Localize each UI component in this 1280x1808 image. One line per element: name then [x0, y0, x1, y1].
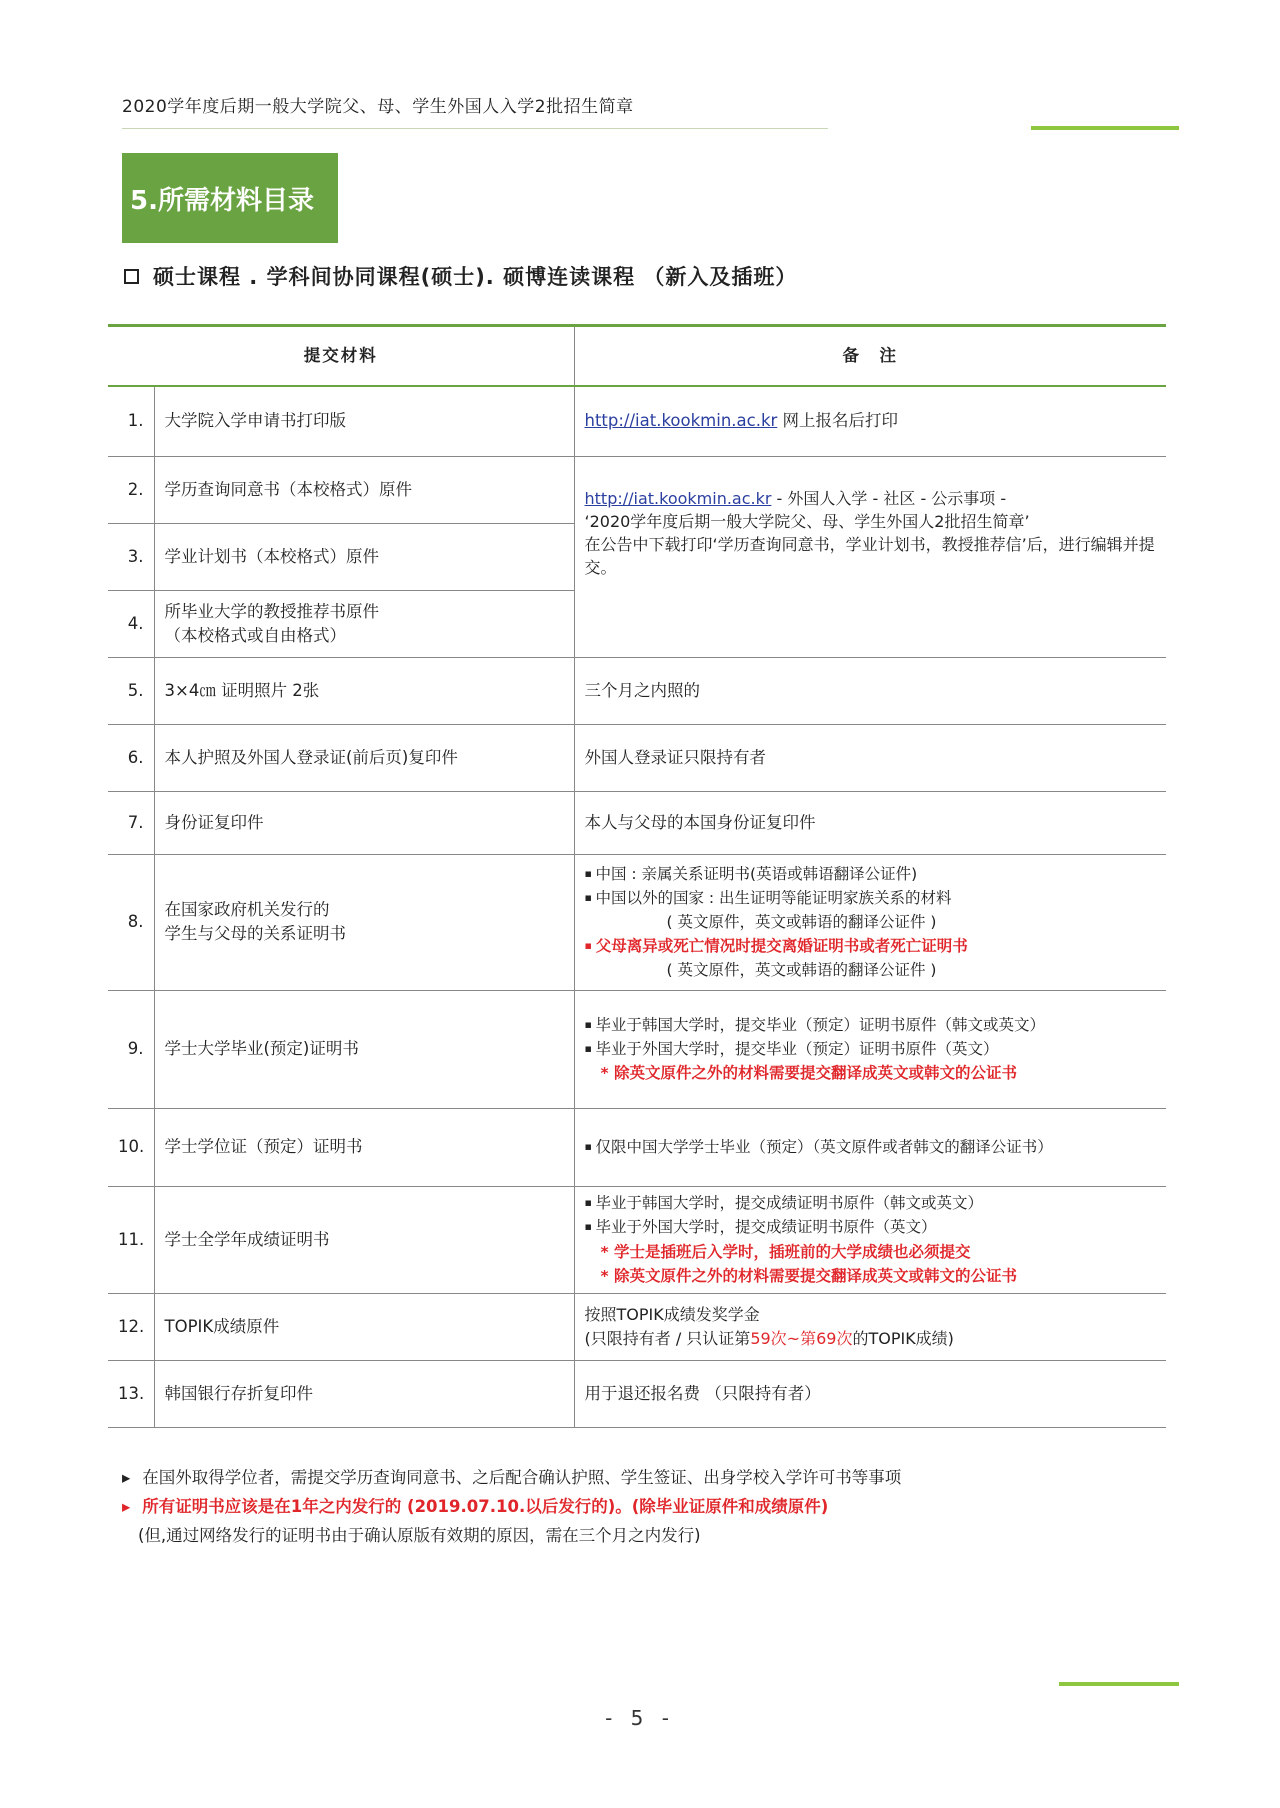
note-cell: 用于退还报名费 （只限持有者） — [574, 1360, 1166, 1427]
note-cell — [574, 1293, 1166, 1360]
section-title: 5.所需材料目录 — [122, 153, 338, 243]
apply-link[interactable]: http://iat.kookmin.ac.kr — [584, 411, 778, 431]
note-cell: 本人与父母的本国身份证复印件 — [574, 791, 1166, 854]
note-cell-merged — [574, 456, 1166, 657]
material-cell: 本人护照及外国人登录证(前后页)复印件 — [154, 724, 574, 791]
header-note: 备 注 — [574, 326, 1166, 387]
row-number: 9. — [108, 990, 154, 1108]
accent-bar-bottom — [1059, 1682, 1179, 1686]
page-number: - 5 - — [605, 1706, 675, 1730]
row-number: 2. — [108, 456, 154, 523]
table-row — [108, 1293, 1166, 1360]
note-cell — [574, 854, 1166, 990]
material-line: 在国家政府机关发行的 — [164, 900, 330, 920]
material-cell: TOPIK成绩原件 — [154, 1293, 574, 1360]
table-row — [108, 456, 1166, 523]
note-bullet: ▪ 毕业于韩国大学时，提交成绩证明书原件（韩文或英文） — [585, 1191, 1157, 1215]
material-cell: 韩国银行存折复印件 — [154, 1360, 574, 1427]
material-line: （本校格式或自由格式） — [164, 625, 346, 645]
footnote-sub: (但,通过网络发行的证明书由于确认原版有效期的原因，需在三个月之内发行) — [138, 1525, 701, 1545]
row-number: 4. — [108, 590, 154, 657]
footnotes — [122, 1464, 901, 1551]
row-number: 5. — [108, 657, 154, 724]
row-number: 10. — [108, 1108, 154, 1186]
subtitle-text: 硕士课程 . 学科间协同课程(硕士). 硕博连读课程 （新入及插班） — [153, 265, 798, 289]
header-material: 提交材料 — [108, 326, 574, 387]
header-title: 2020学年度后期一般大学院父、母、学生外国人入学2批招生简章 — [122, 97, 634, 117]
material-cell: 学业计划书（本校格式）原件 — [154, 523, 574, 590]
note-warning: * 除英文原件之外的材料需要提交翻译成英文或韩文的公证书 — [600, 1064, 1018, 1082]
accent-bar-top — [1031, 126, 1179, 130]
table-row — [108, 657, 1166, 724]
row-number: 13. — [108, 1360, 154, 1427]
table-row — [108, 386, 1166, 456]
material-cell: 学士全学年成绩证明书 — [154, 1186, 574, 1293]
material-line: 所毕业大学的教授推荐书原件 — [164, 601, 379, 621]
note-bullet: ▪ 毕业于外国大学时，提交成绩证明书原件（英文） — [585, 1215, 1157, 1239]
row-number: 6. — [108, 724, 154, 791]
note-bullet: ▪ 中国以外的国家 : 出生证明等能证明家族关系的材料 — [585, 886, 1157, 910]
table-header-row — [108, 326, 1166, 387]
material-cell — [154, 590, 574, 657]
materials-table — [108, 324, 1166, 1428]
note-sub: ( 英文原件，英文或韩语的翻译公证件 ) — [666, 961, 937, 980]
material-cell: 学士大学毕业(预定)证明书 — [154, 990, 574, 1108]
note-cell — [574, 990, 1166, 1108]
note-bullet: ▪ 仅限中国大学学士毕业（预定）（英文原件或者韩文的翻译公证书） — [585, 1135, 1157, 1159]
download-link[interactable]: http://iat.kookmin.ac.kr — [584, 488, 772, 508]
note-highlight: 59次~第69次 — [750, 1328, 853, 1348]
note-bullet: ▪ 毕业于外国大学时，提交毕业（预定）证明书原件（英文） — [585, 1037, 1157, 1061]
table-row — [108, 854, 1166, 990]
material-cell — [154, 854, 574, 990]
header-divider — [122, 128, 828, 129]
note-cell — [574, 1108, 1166, 1186]
footnote-warning: ▸ 所有证明书应该是在1年之内发行的 (2019.07.10.以后发行的)。(除毕业证原件和成绩原件) — [122, 1493, 901, 1522]
note-path: - 外国人入学 - 社区 - 公示事项 - — [776, 488, 1007, 508]
checkbox-icon — [124, 269, 139, 284]
table-row — [108, 724, 1166, 791]
note-notice-title: ‘2020学年度后期一般大学院父、母、学生外国人2批招生简章’ — [584, 511, 1030, 531]
row-number: 3. — [108, 523, 154, 590]
note-line: (只限持有者 / 只认证第 — [584, 1328, 751, 1348]
note-cell: 三个月之内照的 — [574, 657, 1166, 724]
table-row — [108, 990, 1166, 1108]
note-cell: 外国人登录证只限持有者 — [574, 724, 1166, 791]
table-row — [108, 1108, 1166, 1186]
table-row — [108, 1360, 1166, 1427]
note-text: 网上报名后打印 — [782, 411, 899, 431]
note-warning: * 学士是插班后入学时，插班前的大学成绩也必须提交 — [600, 1242, 971, 1261]
row-number: 7. — [108, 791, 154, 854]
row-number: 11. — [108, 1186, 154, 1293]
row-number: 1. — [108, 386, 154, 456]
material-cell: 学历查询同意书（本校格式）原件 — [154, 456, 574, 523]
table-row — [108, 1186, 1166, 1293]
row-number: 8. — [108, 854, 154, 990]
note-line: 按照TOPIK成绩发奖学金 — [584, 1305, 760, 1325]
material-cell: 身份证复印件 — [154, 791, 574, 854]
material-line: 学生与父母的关系证明书 — [164, 924, 346, 943]
note-line: 的TOPIK成绩) — [852, 1328, 954, 1348]
material-cell: 3×4㎝ 证明照片 2张 — [154, 657, 574, 724]
note-bullet: ▪ 中国 : 亲属关系证明书(英语或韩语翻译公证件) — [585, 862, 1157, 886]
note-sub: ( 英文原件，英文或韩语的翻译公证件 ) — [666, 912, 937, 931]
footnote: ▸ 在国外取得学位者，需提交学历查询同意书、之后配合确认护照、学生签证、出身学校入学许可书等事项 — [122, 1464, 901, 1493]
note-bullet-warning: ▪ 父母离异或死亡情况时提交离婚证明书或者死亡证明书 — [585, 934, 1157, 958]
row-number: 12. — [108, 1293, 154, 1360]
note-instruction: 在公告中下载打印‘学历查询同意书，学业计划书，教授推荐信’后，进行编辑并提交。 — [584, 534, 1155, 578]
note-cell — [574, 386, 1166, 456]
material-cell: 学士学位证（预定）证明书 — [154, 1108, 574, 1186]
subtitle — [124, 261, 797, 291]
material-cell: 大学院入学申请书打印版 — [154, 386, 574, 456]
note-cell — [574, 1186, 1166, 1293]
note-bullet: ▪ 毕业于韩国大学时，提交毕业（预定）证明书原件（韩文或英文） — [585, 1013, 1157, 1037]
table-row — [108, 791, 1166, 854]
note-warning: * 除英文原件之外的材料需要提交翻译成英文或韩文的公证书 — [600, 1266, 1018, 1285]
